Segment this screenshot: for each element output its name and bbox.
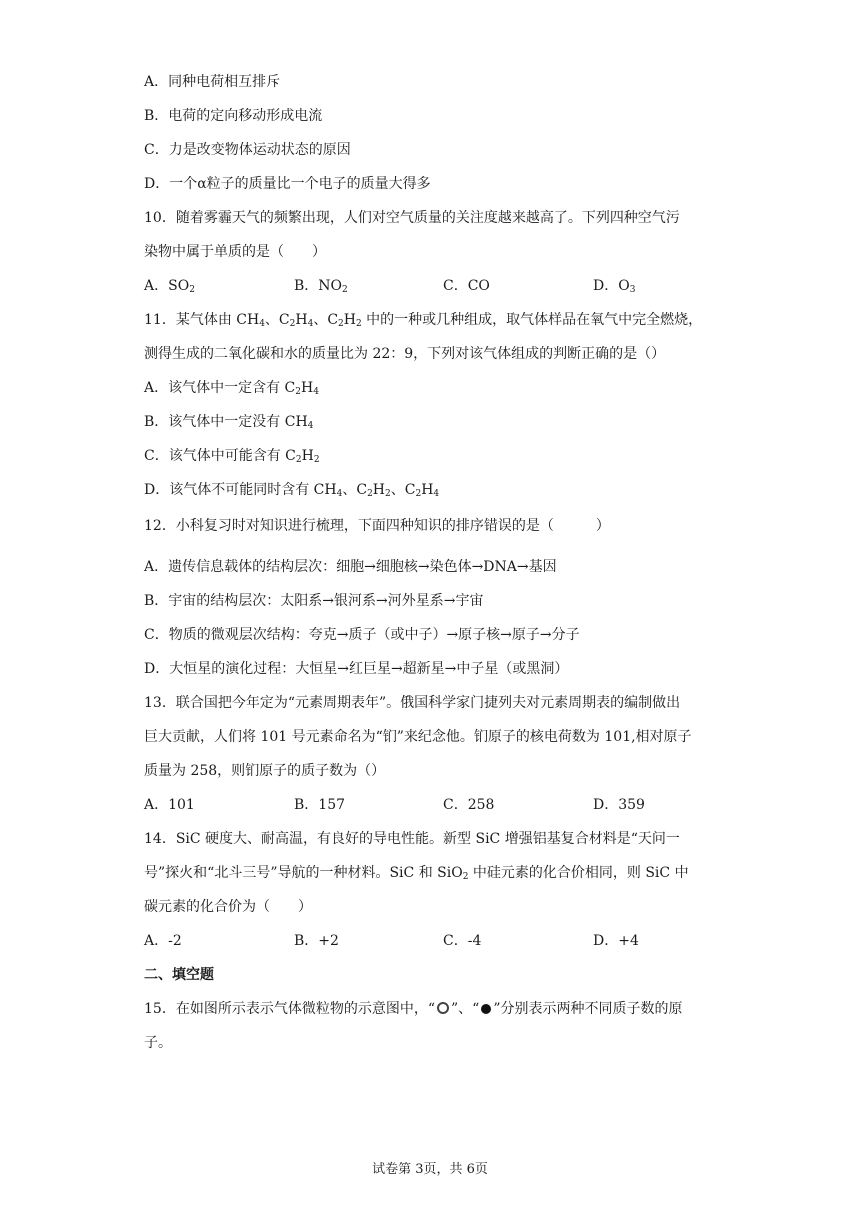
q13-options <box>144 795 744 815</box>
q12-option-d: D．大恒星的演化过程：大恒星→红巨星→超新星→中子星（或黑洞） <box>144 661 569 677</box>
q14-stem-line3: 碳元素的化合价为（ ） <box>144 899 312 915</box>
q11-stem-line2: 测得生成的二氧化碳和水的质量比为 22：9，下列对该气体组成的判断正确的是（） <box>144 346 666 362</box>
q10-options <box>144 276 744 296</box>
q9-option-c: C．力是改变物体运动状态的原因 <box>144 142 351 158</box>
q11-option-a: A．该气体中一定含有 $C_2H_4$ <box>144 380 319 397</box>
q14-option-c: C．-4 <box>443 933 482 949</box>
q13-option-a: A．101 <box>144 797 195 813</box>
solid-circle-atom-icon <box>481 1004 491 1014</box>
q14-option-b: B．+2 <box>294 933 339 949</box>
q9-option-d: D．一个α粒子的质量比一个电子的质量大得多 <box>144 176 431 192</box>
q14-stem-line2: 号”探火和“北斗三号”导航的一种材料。SiC 和 SiO$_2$ 中硅元素的化合价相同，则 SiC 中 <box>144 865 689 882</box>
q10-stem-line1: 10．随着雾霾天气的频繁出现，人们对空气质量的关注度越来越高了。下列四种空气污 <box>144 210 680 226</box>
q10-option-a: A．$SO_2$ <box>144 278 195 295</box>
q13-option-b: B．157 <box>294 797 346 813</box>
q9-option-b: B．电荷的定向移动形成电流 <box>144 108 323 124</box>
q10-option-d: D．$O_3$ <box>593 278 636 295</box>
q13-option-c: C．258 <box>443 797 495 813</box>
q14-option-a: A．-2 <box>144 933 182 949</box>
q12-stem: 12．小科复习时对知识进行梳理，下面四种知识的排序错误的是（ ） <box>144 518 610 534</box>
q11-stem-line1: 11．某气体由 $CH_4$、$C_2H_4$、$C_2H_2$ 中的一种或几种组成，取气体样品在氧气中完全燃烧， <box>144 312 703 329</box>
q11-option-c: C．该气体中可能含有 $C_2H_2$ <box>144 448 320 465</box>
q13-option-d: D．359 <box>593 797 645 813</box>
q10-option-c: C．CO <box>443 278 490 294</box>
q12-option-b: B．宇宙的结构层次：太阳系→银河系→河外星系→宇宙 <box>144 593 484 609</box>
q10-stem-line2: 染物中属于单质的是（ ） <box>144 244 326 260</box>
q13-stem-line1: 13．联合国把今年定为“元素周期表年”。俄国科学家门捷列夫对元素周期表的编制做出 <box>144 695 681 711</box>
q15-stem-line2: 子。 <box>144 1035 172 1051</box>
q13-stem-line3: 质量为 258，则钔原子的质子数为（） <box>144 763 386 779</box>
q14-options <box>144 931 744 951</box>
q12-option-a: A．遗传信息载体的结构层次：细胞→细胞核→染色体→DNA→基因 <box>144 559 557 575</box>
q11-option-d: D．该气体不可能同时含有 $CH_4$、$C_2H_2$、$C_2H_4$ <box>144 482 440 499</box>
q10-option-b: B．$NO_2$ <box>294 278 348 295</box>
q14-stem-line1: 14．SiC 硬度大、耐高温，有良好的导电性能。新型 SiC 增强铝基复合材料是“天问一 <box>144 831 680 847</box>
page-footer: 试卷第 3页，共 6页 <box>372 1162 488 1177</box>
hollow-circle-atom-icon <box>437 1002 449 1014</box>
q15-stem-line1: 15．在如图所示表示气体微粒物的示意图中，“ ”、“ ”分别表示两种不同质子数的原 <box>144 1001 683 1017</box>
q12-option-c: C．物质的微观层次结构：夸克→质子（或中子）→原子核→原子→分子 <box>144 627 580 643</box>
q14-option-d: D．+4 <box>593 933 639 949</box>
q13-stem-line2: 巨大贡献，人们将 101 号元素命名为“钔”来纪念他。钔原子的核电荷数为 101,相对原子 <box>144 729 692 745</box>
q11-option-b: B．该气体中一定没有 $CH_4$ <box>144 414 314 431</box>
q9-option-a: A．同种电荷相互排斥 <box>144 74 281 90</box>
section-title-fill-in: 二、填空题 <box>144 967 214 983</box>
